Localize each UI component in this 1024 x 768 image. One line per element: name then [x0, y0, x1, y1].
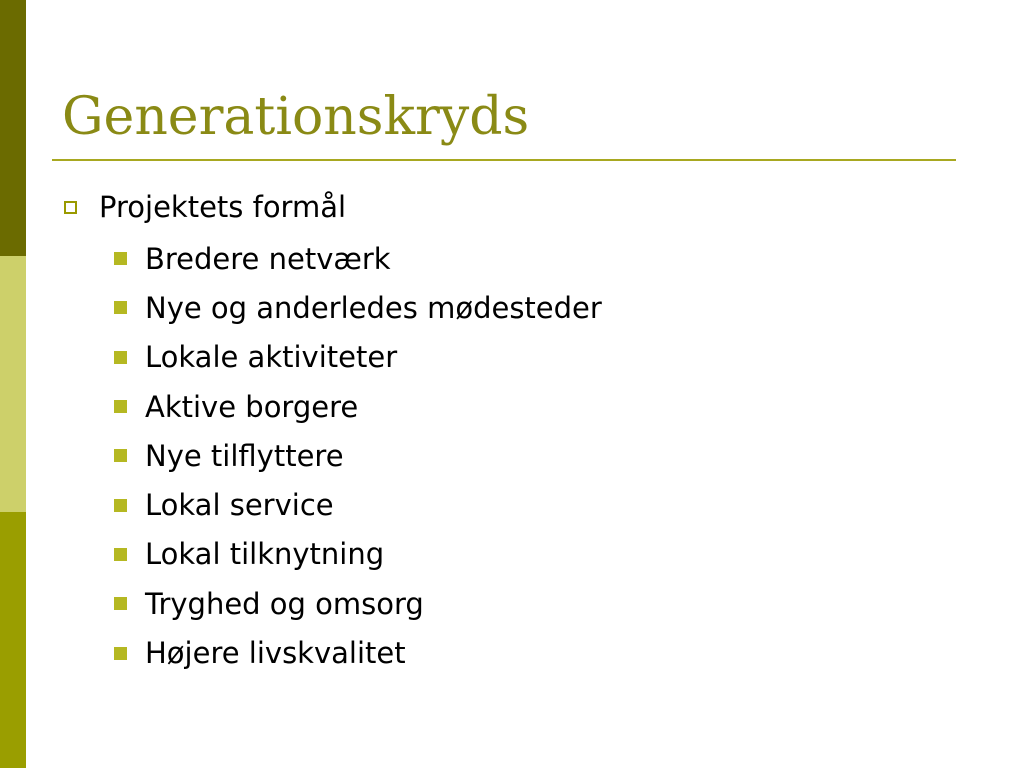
bullet-level1-text: Projektets formål [99, 190, 347, 224]
hollow-square-icon [64, 201, 77, 214]
solid-square-icon [114, 252, 127, 265]
left-accent-bar-bottom [0, 512, 26, 768]
sub-bullet-text: Nye og anderledes mødesteder [145, 290, 602, 325]
solid-square-icon [114, 647, 127, 660]
sub-bullet-text: Lokal service [145, 488, 334, 523]
slide-title: Generationskryds [62, 87, 530, 147]
sub-bullet-item [114, 579, 602, 628]
bullet-level1 [64, 186, 346, 228]
solid-square-icon [114, 351, 127, 364]
sub-bullet-item [114, 283, 602, 332]
sub-bullet-list [114, 234, 602, 678]
sub-bullet-text: Bredere netværk [145, 241, 391, 276]
solid-square-icon [114, 400, 127, 413]
sub-bullet-text: Tryghed og omsorg [145, 586, 424, 621]
sub-bullet-item [114, 234, 602, 283]
left-accent-bar-middle [0, 256, 26, 512]
sub-bullet-text: Lokale aktiviteter [145, 340, 398, 375]
sub-bullet-text: Lokal tilknytning [145, 537, 385, 572]
solid-square-icon [114, 597, 127, 610]
sub-bullet-item [114, 382, 602, 431]
sub-bullet-item [114, 628, 602, 677]
sub-bullet-text: Højere livskvalitet [145, 636, 406, 671]
solid-square-icon [114, 548, 127, 561]
solid-square-icon [114, 301, 127, 314]
sub-bullet-item [114, 530, 602, 579]
title-underline-rule [52, 159, 956, 161]
sub-bullet-item [114, 431, 602, 480]
sub-bullet-text: Nye tilflyttere [145, 438, 344, 473]
solid-square-icon [114, 499, 127, 512]
sub-bullet-item [114, 333, 602, 382]
solid-square-icon [114, 449, 127, 462]
left-accent-bar-top [0, 0, 26, 256]
sub-bullet-text: Aktive borgere [145, 389, 359, 424]
sub-bullet-item [114, 480, 602, 529]
